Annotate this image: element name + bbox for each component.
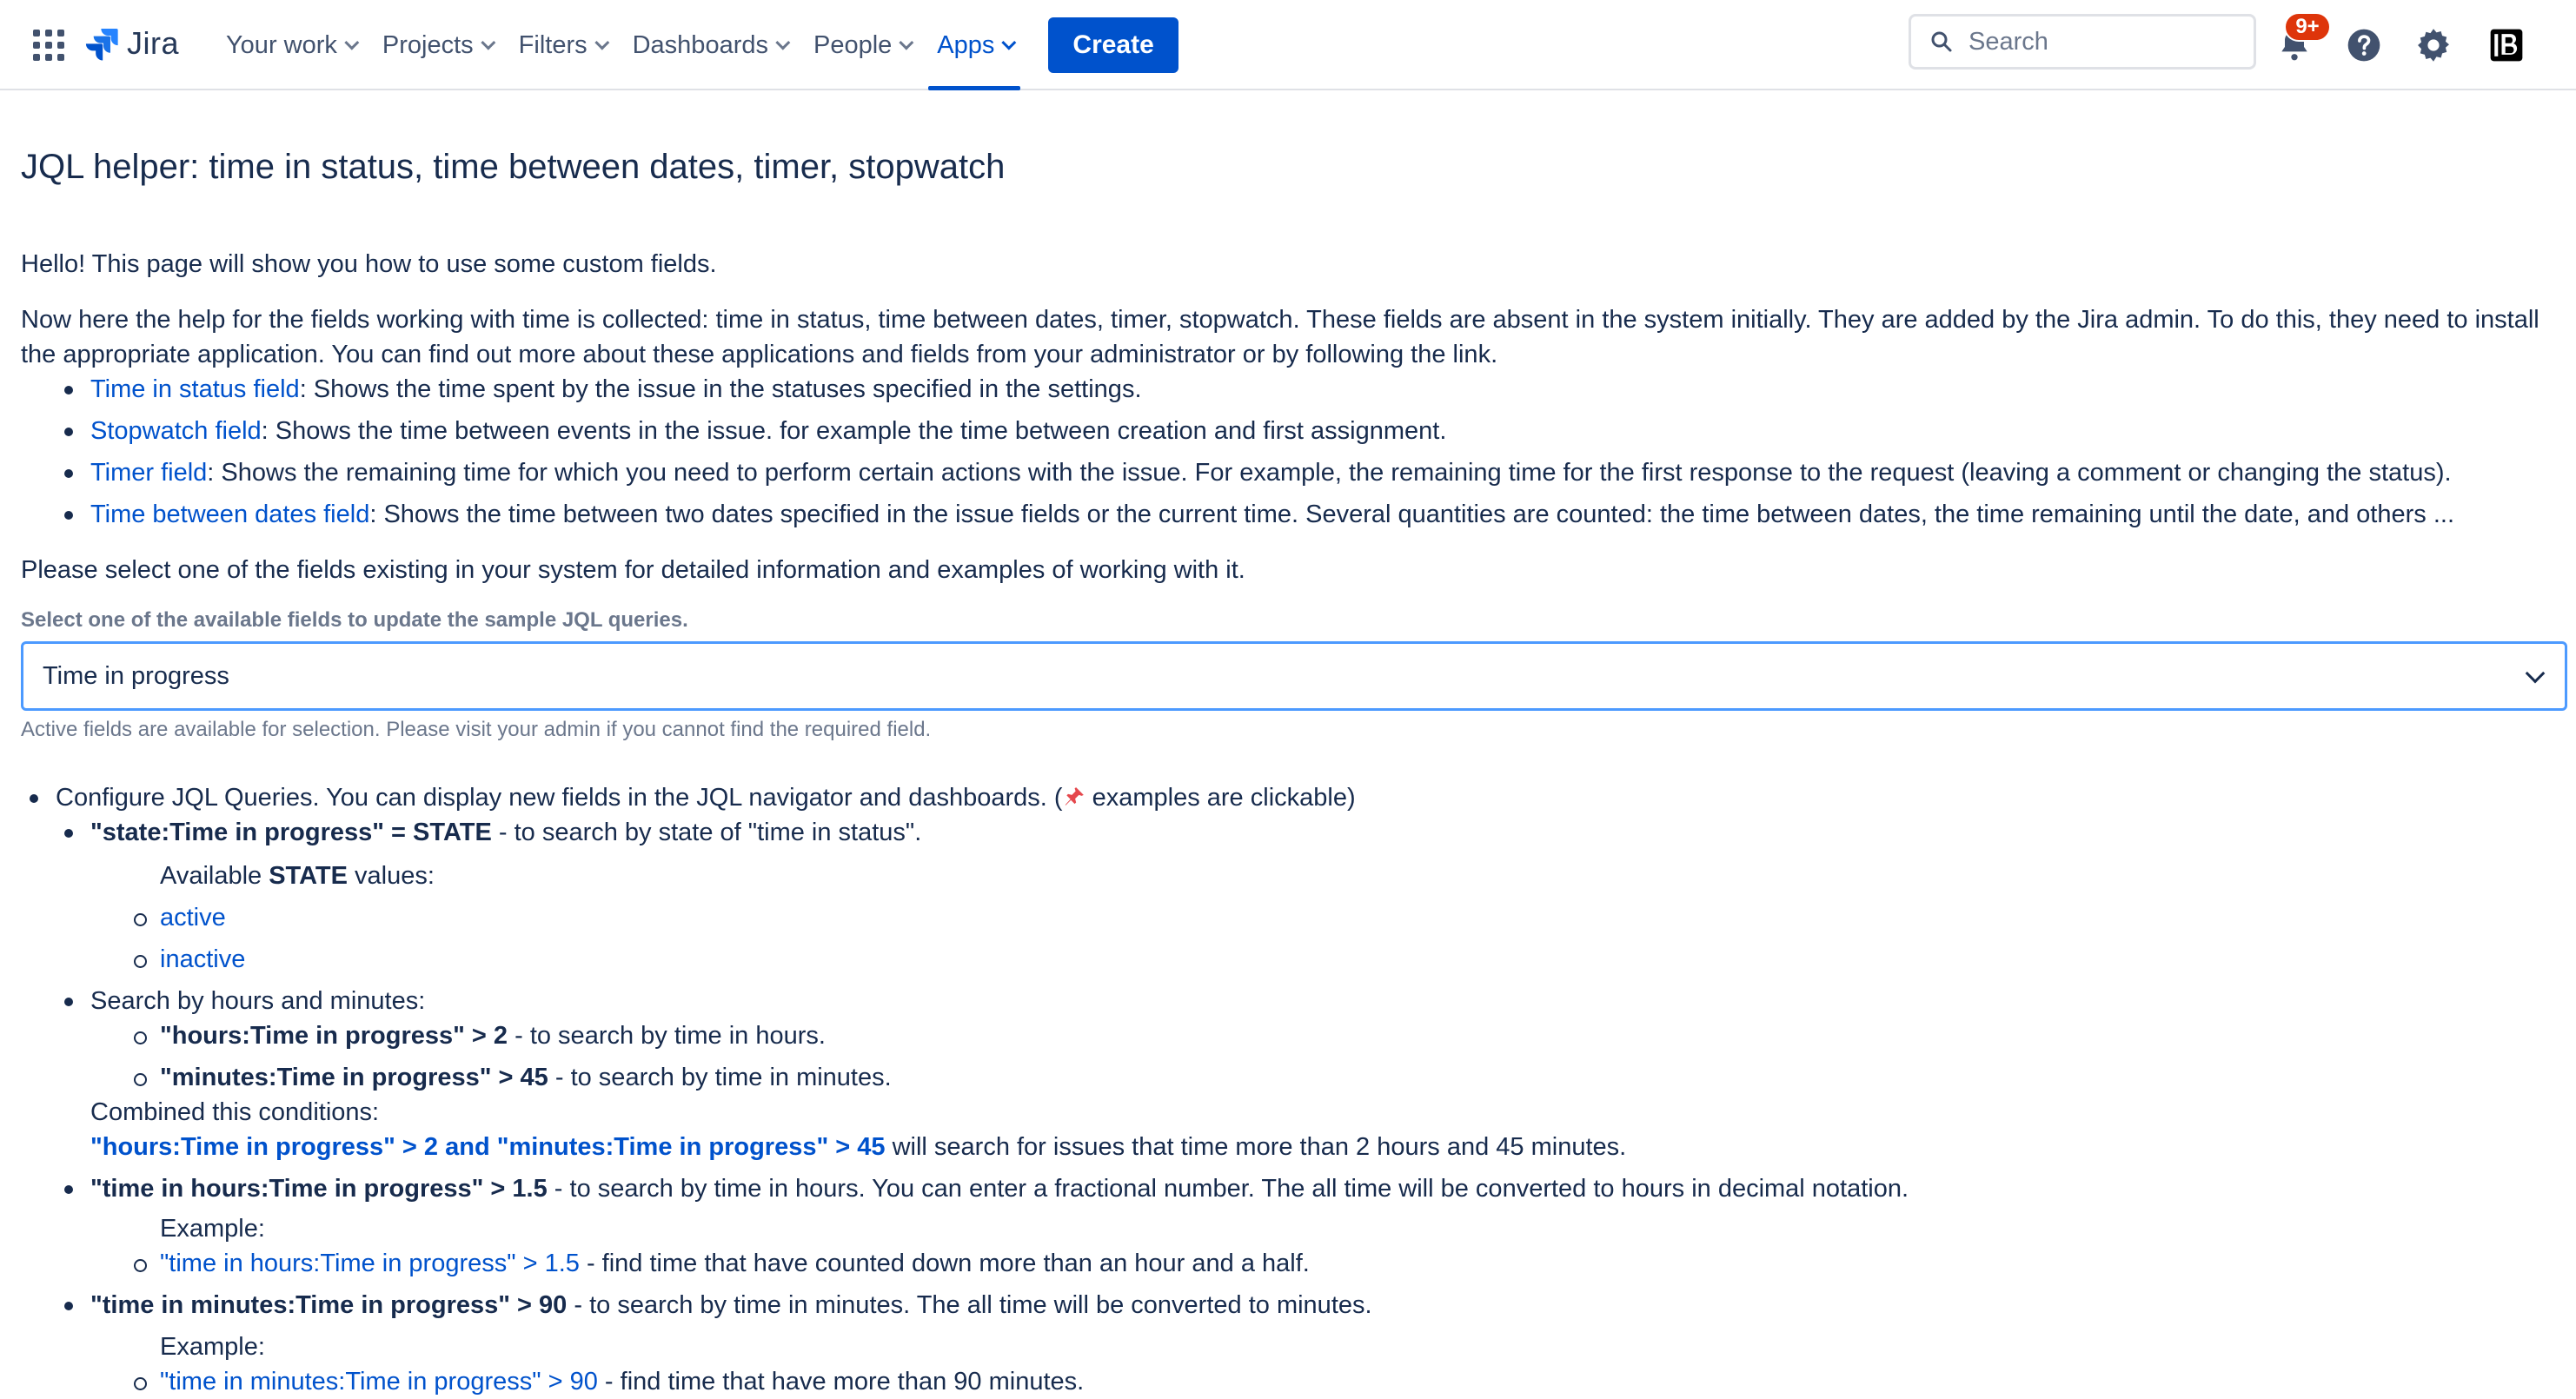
menu-filters[interactable] — [505, 0, 619, 90]
time-in-hours-example-description: - find time that have counted down more than an hour and a half. — [579, 1250, 1310, 1277]
field-description: : Shows the remaining time for which you need to perform certain actions with the issue. For example, the remaining time for the first response to the request (leaving a comment or changing the status). — [207, 459, 2452, 487]
list-item — [160, 900, 226, 935]
jira-logo[interactable] — [83, 23, 179, 64]
list-item — [160, 1060, 892, 1095]
field-description: : Shows the time between events in the issue. for example the time between creation and first assignment. — [261, 417, 1447, 445]
search-input[interactable] — [1967, 27, 2245, 57]
state-keyword: STATE — [269, 862, 348, 890]
hours-minutes-heading: Search by hours and minutes: — [90, 987, 426, 1015]
intro-text-line-1: Now here the help for the fields working with time is collected: time in status, time between dates, timer, stopwatch. These fields are absent in the system initially. They are added by the Jira admin. To do this, they need to install — [21, 306, 2539, 334]
menu-apps-label: Apps — [937, 30, 995, 59]
jql-state-query: "state:Time in progress" = STATE — [90, 819, 492, 846]
menu-people-label: People — [813, 30, 893, 59]
search-box[interactable] — [1909, 14, 2256, 70]
list-item — [90, 455, 2452, 490]
profile-avatar-icon — [2487, 26, 2526, 64]
jql-hours-description: - to search by time in hours. — [508, 1022, 826, 1050]
state-values-prefix: Available — [160, 862, 269, 890]
field-select-value: Time in progress — [43, 661, 229, 690]
configure-text-suffix: examples are clickable) — [1085, 784, 1356, 812]
greeting-text: Hello! This page will show you how to use some custom fields. — [21, 250, 717, 278]
list-item — [90, 414, 1446, 448]
help-icon — [2345, 26, 2383, 64]
time-in-hours-example-link[interactable]: "time in hours:Time in progress" > 1.5 — [160, 1250, 580, 1277]
help-button[interactable] — [2340, 21, 2388, 70]
search-icon — [1929, 29, 1955, 55]
app-switcher-icon[interactable] — [30, 26, 64, 61]
menu-your-work-label: Your work — [226, 30, 337, 59]
create-button[interactable]: Create — [1048, 17, 1178, 73]
settings-button[interactable] — [2409, 21, 2458, 70]
jql-minutes-query: "minutes:Time in progress" > 45 — [160, 1064, 548, 1091]
settings-icon — [2414, 26, 2453, 64]
stopwatch-field-link[interactable]: Stopwatch field — [90, 417, 262, 445]
chevron-down-icon — [2526, 664, 2546, 684]
chevron-down-icon — [900, 36, 914, 50]
time-in-minutes-example-link[interactable]: "time in minutes:Time in progress" > 90 — [160, 1368, 598, 1396]
time-in-hours-example-label: Example: — [160, 1215, 265, 1243]
menu-dashboards[interactable] — [619, 0, 800, 90]
jql-minutes-description: - to search by time in minutes. — [548, 1064, 892, 1091]
time-between-dates-field-link[interactable]: Time between dates field — [90, 501, 370, 528]
main-menu — [212, 0, 1178, 90]
chevron-down-icon — [1002, 36, 1017, 50]
top-navigation — [0, 0, 2576, 90]
time-in-status-field-link[interactable]: Time in status field — [90, 375, 300, 403]
jql-state-description: - to search by state of "time in status". — [491, 819, 922, 846]
menu-your-work[interactable] — [212, 0, 368, 90]
chevron-down-icon — [344, 36, 359, 50]
list-item — [160, 1246, 1310, 1281]
jql-time-in-hours-query: "time in hours:Time in progress" > 1.5 — [90, 1175, 548, 1203]
product-name: Jira — [127, 25, 180, 61]
field-select[interactable] — [21, 641, 2567, 711]
state-inactive-link[interactable]: inactive — [160, 945, 246, 973]
jql-hours-query: "hours:Time in progress" > 2 — [160, 1022, 508, 1050]
state-values-suffix: values: — [347, 862, 435, 890]
notifications-badge: 9+ — [2284, 12, 2331, 42]
combined-query-description: will search for issues that time more than 2 hours and 45 minutes. — [885, 1133, 1627, 1161]
page-title: JQL helper: time in status, time between dates, timer, stopwatch — [21, 148, 1006, 186]
list-item — [90, 815, 921, 850]
state-values-heading — [160, 859, 435, 893]
field-description: : Shows the time between two dates specified in the issue fields or the current time. Several quantities are counted: the time between dates, the time remaining until the date, and others ... — [369, 501, 2455, 528]
profile-avatar-button[interactable] — [2482, 21, 2531, 70]
combined-query-row — [90, 1130, 1626, 1164]
jql-time-in-minutes-description: - to search by time in minutes. The all time will be converted to minutes. — [567, 1291, 1372, 1319]
menu-dashboards-label: Dashboards — [632, 30, 768, 59]
select-help-text: Active fields are available for selection. Please visit your admin if you cannot find the required field. — [21, 718, 932, 741]
jql-time-in-minutes-query: "time in minutes:Time in progress" > 90 — [90, 1291, 568, 1319]
list-item — [90, 1171, 1909, 1206]
jql-time-in-hours-description: - to search by time in hours. You can enter a fractional number. The all time will be converted to hours in decimal notation. — [547, 1175, 1909, 1203]
list-item — [160, 1364, 1084, 1399]
list-item — [90, 497, 2454, 532]
pushpin-icon — [1063, 786, 1086, 808]
field-description: : Shows the time spent by the issue in the statuses specified in the settings. — [299, 375, 1142, 403]
list-item — [90, 1288, 1372, 1323]
state-active-link[interactable]: active — [160, 904, 226, 932]
list-item — [56, 780, 1356, 815]
configure-text: Configure JQL Queries. You can display new fields in the JQL navigator and dashboards. ( — [56, 784, 1063, 812]
jira-logo-icon — [83, 25, 120, 62]
combined-label: Combined this conditions: — [90, 1098, 380, 1126]
menu-people[interactable] — [800, 0, 923, 90]
combined-query-link[interactable]: "hours:Time in progress" > 2 and "minutes:Time in progress" > 45 — [90, 1133, 886, 1161]
chevron-down-icon — [481, 36, 495, 50]
time-in-minutes-example-description: - find time that have more than 90 minutes. — [597, 1368, 1085, 1396]
list-item — [90, 984, 425, 1018]
timer-field-link[interactable]: Timer field — [90, 459, 208, 487]
time-in-minutes-example-label: Example: — [160, 1333, 265, 1361]
menu-apps[interactable] — [923, 0, 1026, 90]
menu-filters-label: Filters — [518, 30, 588, 59]
intro-text-line-2: the appropriate application. You can find out more about these applications and fields from your administrator or by following the link. — [21, 341, 1498, 368]
list-item — [90, 372, 1142, 407]
list-item — [160, 1018, 826, 1053]
menu-projects[interactable] — [368, 0, 505, 90]
menu-projects-label: Projects — [382, 30, 474, 59]
chevron-down-icon — [594, 36, 609, 50]
chevron-down-icon — [775, 36, 790, 50]
select-label: Select one of the available fields to update the sample JQL queries. — [21, 608, 688, 632]
select-prompt: Please select one of the fields existing in your system for detailed information and examples of working with it. — [21, 556, 1245, 584]
list-item — [160, 942, 245, 977]
